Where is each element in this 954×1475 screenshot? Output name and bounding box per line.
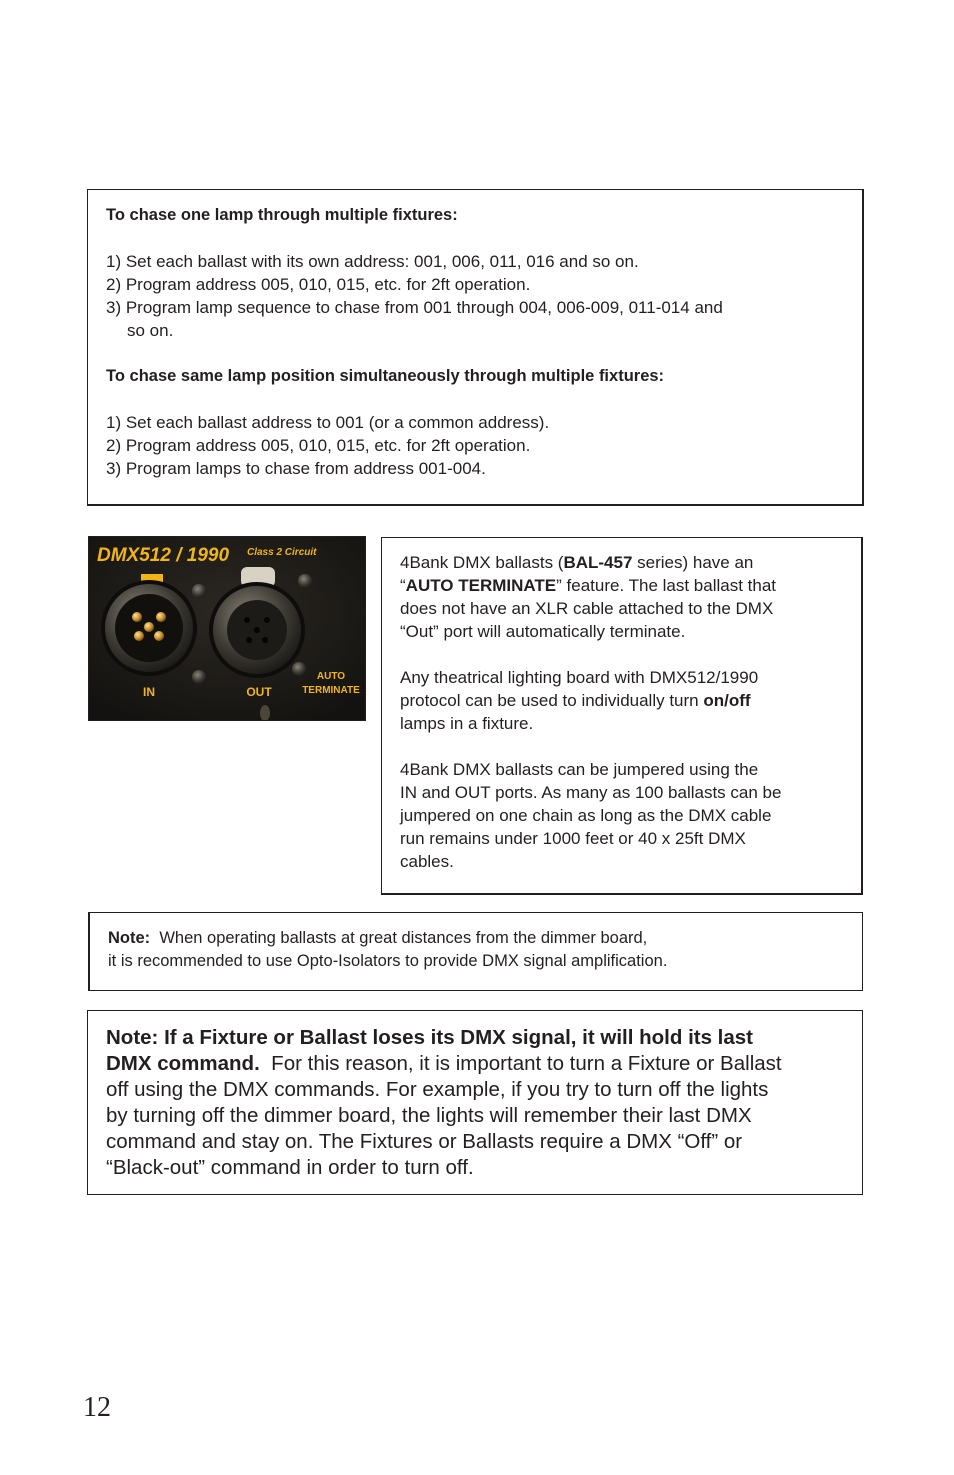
dmx-signal-note-box — [87, 1010, 863, 1195]
auto-terminate-description-box — [381, 537, 863, 895]
opto-isolator-note-box — [88, 912, 863, 991]
text-span: series) have an — [632, 553, 754, 572]
out-label: OUT — [246, 685, 272, 699]
p3-line2: IN and OUT ports. As many as 100 ballasts can be — [400, 783, 782, 802]
auto-label: AUTO — [316, 671, 346, 682]
chase-heading-1: To chase one lamp through multiple fixtures: — [106, 206, 458, 224]
text-span: protocol can be used to individually turn — [400, 691, 704, 710]
p2-line3: lamps in a fixture. — [400, 714, 534, 733]
p2-line1: Any theatrical lighting board with DMX512/1990 — [400, 668, 759, 687]
class-label: Class 2 Circuit — [247, 547, 317, 558]
p3-line1: 4Bank DMX ballasts can be jumpered using the — [400, 760, 759, 779]
note-line2: it is recommended to use Opto-Isolators to provide DMX signal amplification. — [108, 952, 668, 970]
p1-line4: “Out” port will automatically terminate. — [400, 622, 686, 641]
chase-heading-2: To chase same lamp position simultaneously through multiple fixtures: — [106, 367, 665, 385]
chase2-step-3: 3) Program lamps to chase from address 001-004. — [106, 459, 486, 478]
bold-line1 — [106, 1025, 844, 1051]
note-line1 — [108, 927, 844, 950]
line5: command and stay on. The Fixtures or Ballasts require a DMX “Off” or — [106, 1130, 743, 1153]
chase1-step-3-cont: so on. — [127, 321, 174, 340]
line4: by turning off the dimmer board, the lights will remember their last DMX — [106, 1104, 752, 1127]
note-label: Note: — [108, 929, 151, 947]
chase1-step-1: 1) Set each ballast with its own address: 001, 006, 011, 016 and so on. — [106, 252, 639, 271]
screw-icon — [298, 574, 312, 588]
p3-line3: jumpered on one chain as long as the DMX cable — [400, 806, 772, 825]
p3-line5: cables. — [400, 852, 454, 871]
text-span: 4Bank DMX ballasts ( — [400, 553, 564, 572]
chase1-step-3: 3) Program lamp sequence to chase from 001 through 004, 006-009, 011-014 and — [106, 298, 723, 317]
auto-terminate-bold: AUTO TERMINATE — [405, 576, 557, 595]
screw-icon — [292, 662, 306, 676]
text-span: For this reason, it is important to turn a Fixture or Ballast — [259, 1052, 782, 1075]
p1-line3: does not have an XLR cable attached to the DMX — [400, 599, 774, 618]
p1-line2 — [400, 574, 843, 597]
chase-instructions-box — [87, 189, 864, 506]
mixed-line2 — [106, 1051, 844, 1077]
model-bold: BAL-457 — [563, 553, 633, 572]
p2-line2 — [400, 689, 843, 712]
line3: off using the DMX commands. For example, if you try to turn off the lights — [106, 1078, 769, 1101]
screw-icon — [192, 670, 206, 684]
text-span: When operating ballasts at great distances from the dimmer board, — [150, 929, 648, 947]
screw-icon — [192, 584, 206, 598]
chase2-step-2: 2) Program address 005, 010, 015, etc. for 2ft operation. — [106, 436, 531, 455]
dmx-panel-photo — [88, 536, 366, 721]
text-span: Note: If a Fixture or Ballast loses its DMX signal, it will hold its last — [106, 1026, 754, 1049]
terminate-label: TERMINATE — [302, 685, 360, 696]
dmx-panel-illustration — [89, 537, 365, 720]
text-span: “ — [400, 576, 406, 595]
p1-line1 — [400, 551, 843, 574]
brand-label: DMX512 / 1990 — [97, 545, 230, 566]
p3-line4: run remains under 1000 feet or 40 x 25ft DMX — [400, 829, 746, 848]
text-span: DMX command. — [106, 1052, 260, 1075]
page-number: 12 — [83, 1392, 111, 1423]
text-span: ” feature. The last ballast that — [556, 576, 777, 595]
chase1-step-2: 2) Program address 005, 010, 015, etc. for 2ft operation. — [106, 275, 531, 294]
chase2-step-1: 1) Set each ballast address to 001 (or a common address). — [106, 413, 550, 432]
onoff-bold: on/off — [703, 691, 751, 710]
in-label: IN — [143, 685, 155, 699]
line6: “Black-out” command in order to turn off. — [106, 1156, 474, 1179]
